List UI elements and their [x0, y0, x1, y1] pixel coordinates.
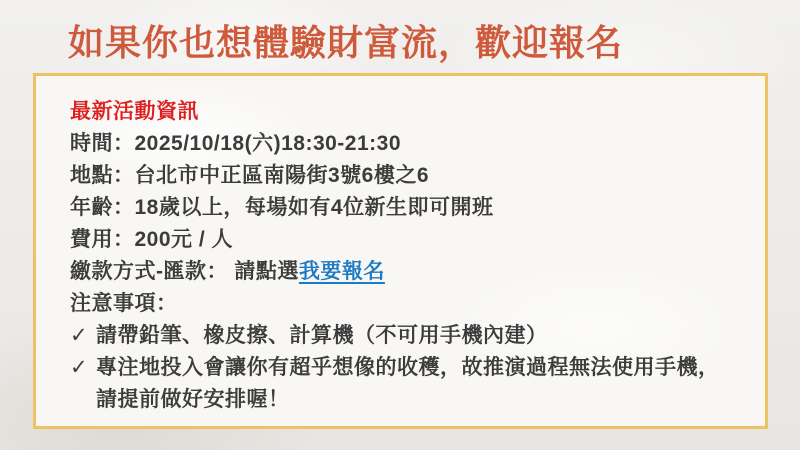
note-text-line1: 專注地投入會讓你有超乎想像的收穫，故推演過程無法使用手機，	[96, 356, 720, 379]
note-text	[96, 352, 720, 416]
event-location: 地點：台北市中正區南陽街3號6樓之6	[70, 164, 430, 187]
event-time: 時間：2025/10/18(六)18:30-21:30	[70, 132, 402, 155]
event-age-requirement: 年齡：18歲以上，每場如有4位新生即可開班	[70, 196, 494, 219]
note-text: 請帶鉛筆、橡皮擦、計算機（不可用手機內建）	[96, 324, 548, 347]
payment-line	[70, 256, 745, 288]
signup-link[interactable]: 我要報名	[298, 260, 385, 283]
note-item	[70, 320, 745, 352]
notes-heading: 注意事項：	[70, 292, 178, 315]
event-info-box	[33, 73, 768, 429]
page-title: 如果你也想體驗財富流，歡迎報名	[68, 22, 624, 63]
check-icon: ✓	[70, 356, 89, 379]
note-text-line2: 請提前做好安排喔！	[96, 388, 290, 411]
event-fee: 費用：200元 / 人	[70, 228, 234, 251]
payment-label: 繳款方式-匯款： 請點選	[70, 260, 299, 283]
check-icon: ✓	[70, 324, 89, 347]
note-item	[70, 352, 745, 416]
info-heading: 最新活動資訊	[70, 100, 199, 123]
